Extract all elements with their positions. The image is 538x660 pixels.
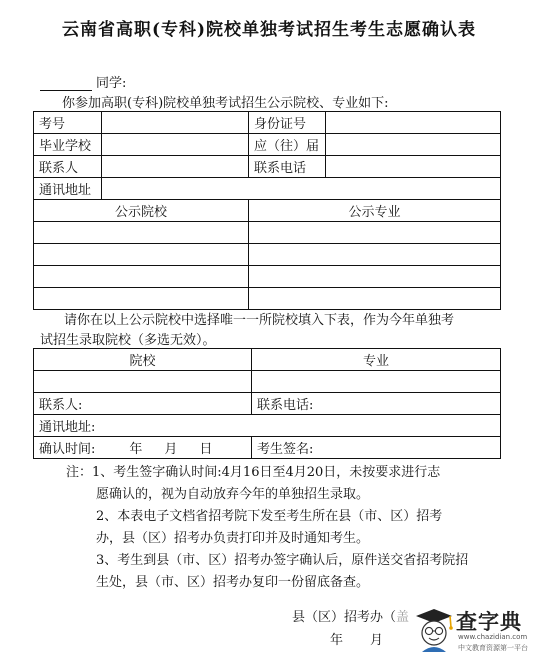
signature-label: 考生签名: [257, 442, 314, 457]
published-major-cell[interactable] [249, 222, 501, 244]
note-1-line-2: 愿确认的，视为自动放弃今年的单独招生录取。 [96, 487, 370, 502]
id-no-label: 身份证号 [249, 112, 326, 134]
published-school-cell[interactable] [34, 288, 249, 310]
confirm-month-label: 月 [164, 442, 178, 457]
choice-phone-label: 联系电话: [257, 398, 314, 413]
published-major-cell[interactable] [249, 244, 501, 266]
name-blank[interactable] [40, 76, 92, 91]
note-1-line-1: 注：1、考生签字确认时间:4月16日至4月20日，未按要求进行志 [66, 465, 441, 480]
note-2-line-1: 2、本表电子文档省招考院下发至考生所在县（市、区）招考 [96, 509, 443, 524]
col-choice-school: 院校 [34, 349, 252, 371]
greeting-line [40, 72, 126, 91]
published-school-cell[interactable] [34, 244, 249, 266]
exam-no-field[interactable] [102, 112, 249, 134]
col-choice-major: 专业 [252, 349, 501, 371]
grad-year-field[interactable] [326, 134, 501, 156]
instruction-line-2: 试招生录取院校（多选无效）。 [40, 333, 216, 348]
choice-contact-label: 联系人: [39, 398, 83, 413]
published-major-cell[interactable] [249, 266, 501, 288]
intro-text: 你参加高职(专科)院校单独考试招生公示院校、专业如下: [62, 96, 389, 111]
footer-office-tail: 盖 [396, 610, 410, 625]
logo-url: www.chazidian.com [458, 633, 528, 641]
phone-field[interactable] [326, 156, 501, 178]
contact-label: 联系人 [34, 156, 102, 178]
confirm-year-label: 年 [129, 442, 143, 457]
note-3-line-2: 生处，县（市、区）招考办复印一份留底备查。 [96, 575, 370, 590]
grad-year-label: 应（往）届 [249, 134, 326, 156]
greeting-text: 同学: [96, 76, 127, 91]
choice-school-field[interactable] [34, 371, 252, 393]
col-published-school: 公示院校 [34, 200, 249, 222]
address-label: 通讯地址 [34, 178, 102, 200]
published-school-cell[interactable] [34, 222, 249, 244]
note-2-line-2: 办，县（区）招考办负责打印并及时通知考生。 [96, 531, 370, 546]
page-title: 云南省高职(专科)院校单独考试招生考生志愿确认表 [61, 20, 477, 40]
published-school-cell[interactable] [34, 266, 249, 288]
phone-label: 联系电话 [249, 156, 326, 178]
address-field[interactable] [102, 178, 501, 200]
footer-office [292, 606, 409, 625]
choice-phone-cell[interactable] [252, 393, 501, 415]
instruction-line-1: 请你在以上公示院校中选择唯一一所院校填入下表，作为今年单独考 [64, 313, 455, 328]
choice-contact-cell[interactable] [34, 393, 252, 415]
footer-office-text: 县（区）招考办（ [292, 610, 397, 625]
choice-table [33, 348, 501, 459]
published-major-cell[interactable] [249, 288, 501, 310]
id-no-field[interactable] [326, 112, 501, 134]
confirm-time-cell[interactable] [34, 437, 252, 459]
exam-no-label: 考号 [34, 112, 102, 134]
footer-year: 年 [330, 633, 344, 648]
confirm-time-label: 确认时间: [39, 442, 96, 457]
school-label: 毕业学校 [34, 134, 102, 156]
note-3-line-1: 3、考生到县（市、区）招考办签字确认后，原件送交省招考院招 [96, 553, 469, 568]
published-info-table [33, 111, 501, 310]
school-field[interactable] [102, 134, 249, 156]
logo-name: 查字典 [456, 610, 522, 634]
chazidian-logo [408, 600, 536, 656]
choice-address-label: 通讯地址: [39, 420, 96, 435]
choice-address-cell[interactable] [34, 415, 501, 437]
logo-slogan: 中文教育资源第一平台 [458, 644, 528, 652]
confirm-day-label: 日 [199, 442, 213, 457]
signature-cell[interactable] [252, 437, 501, 459]
contact-field[interactable] [102, 156, 249, 178]
choice-major-field[interactable] [252, 371, 501, 393]
col-published-major: 公示专业 [249, 200, 501, 222]
footer-month: 月 [370, 633, 384, 648]
